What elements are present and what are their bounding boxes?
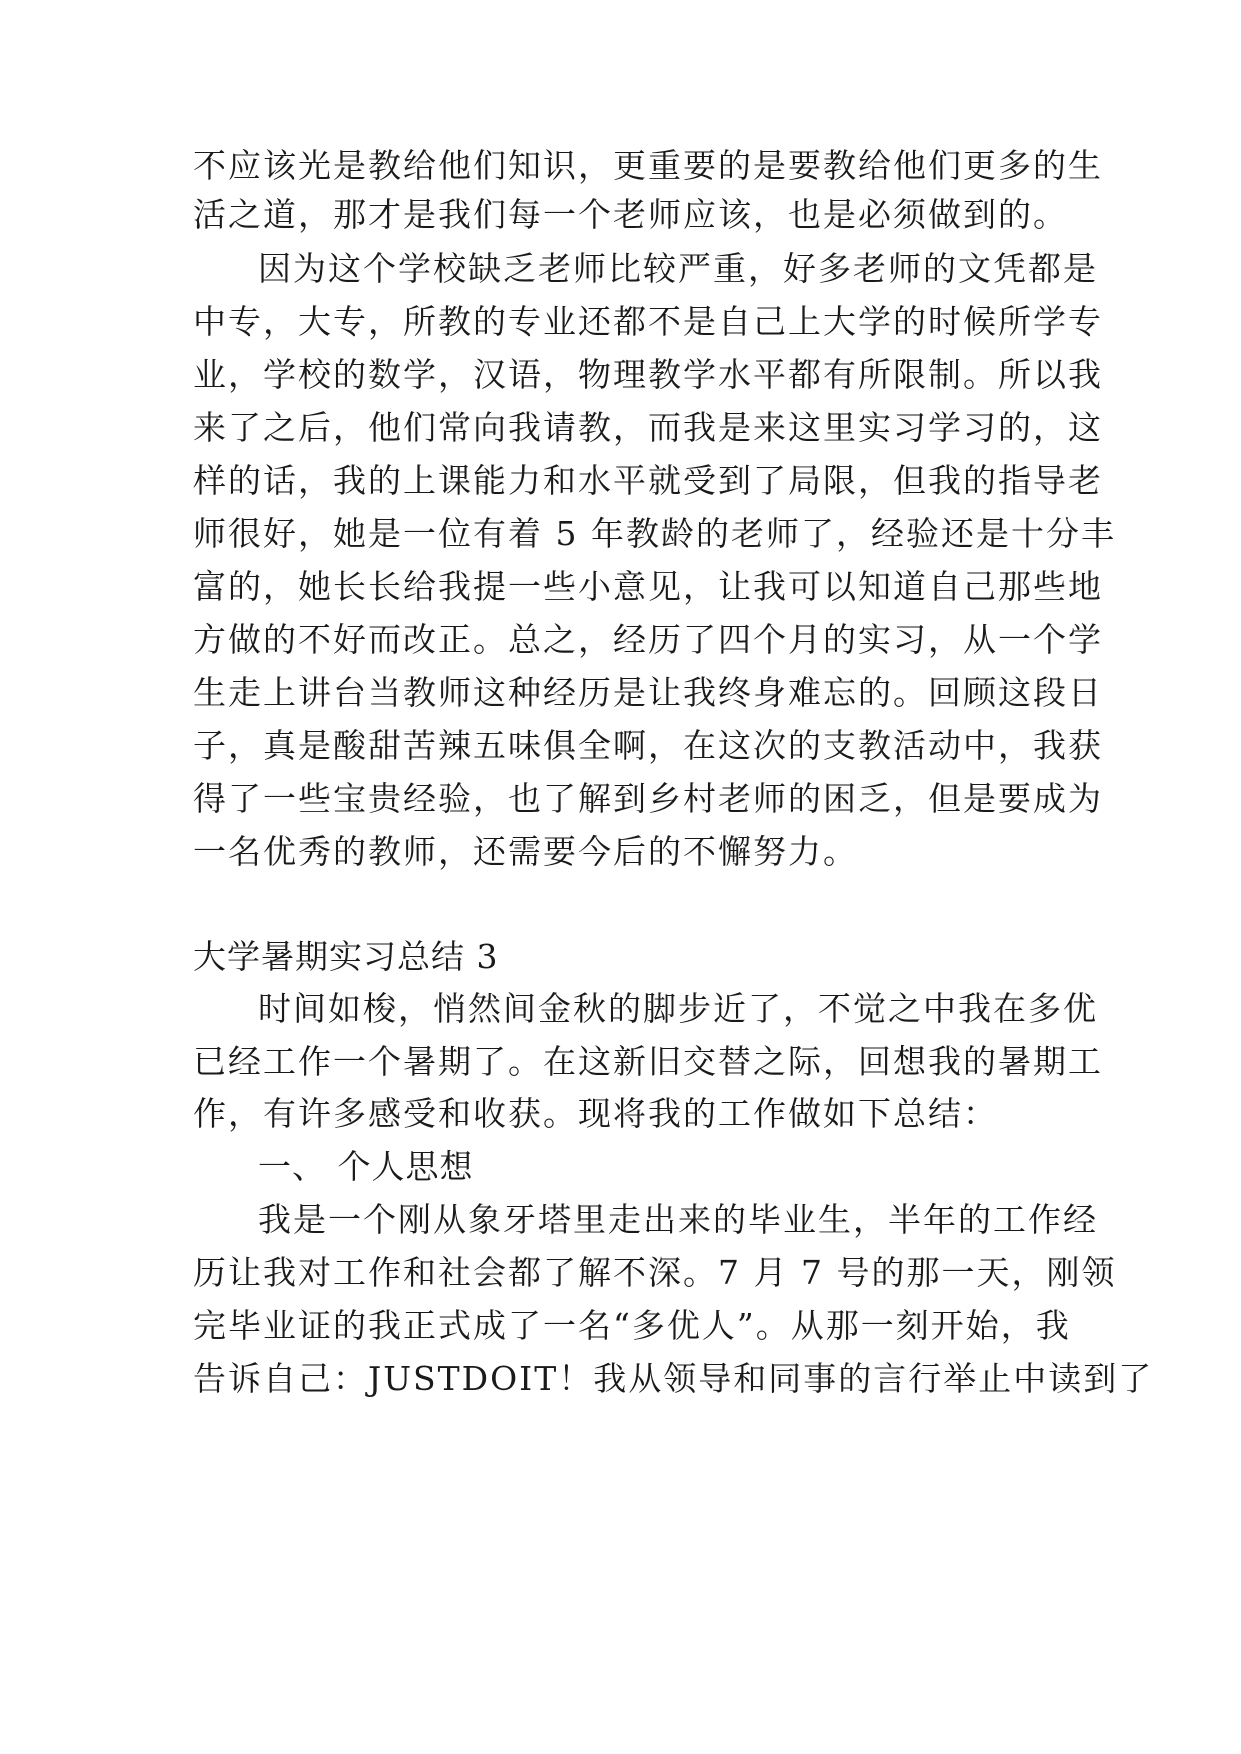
paragraph-line: 作，有许多感受和收获。现将我的工作做如下总结： <box>193 1094 998 1133</box>
section-title: 大学暑期实习总结 3 <box>193 937 499 976</box>
paragraph-line: 得了一些宝贵经验，也了解到乡村老师的困乏，但是要成为 <box>193 779 1103 818</box>
paragraph-line: 历让我对工作和社会都了解不深。7 月 7 号的那一天，刚领 <box>193 1253 1117 1292</box>
paragraph-line: 告诉自己：JUSTDOIT！我从领导和同事的言行举止中读到了 <box>193 1359 1154 1398</box>
paragraph-line: 富的，她长长给我提一些小意见，让我可以知道自己那些地 <box>193 567 1103 606</box>
paragraph-line: 因为这个学校缺乏老师比较严重，好多老师的文凭都是 <box>258 249 1098 288</box>
paragraph-line: 我是一个刚从象牙塔里走出来的毕业生，半年的工作经 <box>258 1200 1098 1239</box>
paragraph-line: 完毕业证的我正式成了一名“多优人”。从那一刻开始，我 <box>193 1306 1071 1345</box>
paragraph-line: 时间如梭，悄然间金秋的脚步近了，不觉之中我在多优 <box>258 989 1098 1028</box>
paragraph-line: 业，学校的数学，汉语，物理教学水平都有所限制。所以我 <box>193 355 1103 394</box>
paragraph-line: 一名优秀的教师，还需要今后的不懈努力。 <box>193 832 858 871</box>
paragraph-line: 师很好，她是一位有着 5 年教龄的老师了，经验还是十分丰 <box>193 514 1116 553</box>
paragraph-line: 子，真是酸甜苦辣五味俱全啊，在这次的支教活动中，我获 <box>193 726 1103 765</box>
paragraph-line: 样的话，我的上课能力和水平就受到了局限，但我的指导老 <box>193 461 1103 500</box>
subheading: 一、 个人思想 <box>258 1147 474 1186</box>
paragraph-line: 活之道，那才是我们每一个老师应该，也是必须做到的。 <box>193 195 1068 234</box>
paragraph-line: 方做的不好而改正。总之，经历了四个月的实习，从一个学 <box>193 620 1103 659</box>
paragraph-line: 来了之后，他们常向我请教，而我是来这里实习学习的，这 <box>193 408 1103 447</box>
paragraph-line: 生走上讲台当教师这种经历是让我终身难忘的。回顾这段日 <box>193 673 1103 712</box>
paragraph-line: 已经工作一个暑期了。在这新旧交替之际，回想我的暑期工 <box>193 1042 1103 1081</box>
paragraph-line: 不应该光是教给他们知识，更重要的是要教给他们更多的生 <box>193 146 1103 185</box>
paragraph-line: 中专，大专，所教的专业还都不是自己上大学的时候所学专 <box>193 302 1103 341</box>
